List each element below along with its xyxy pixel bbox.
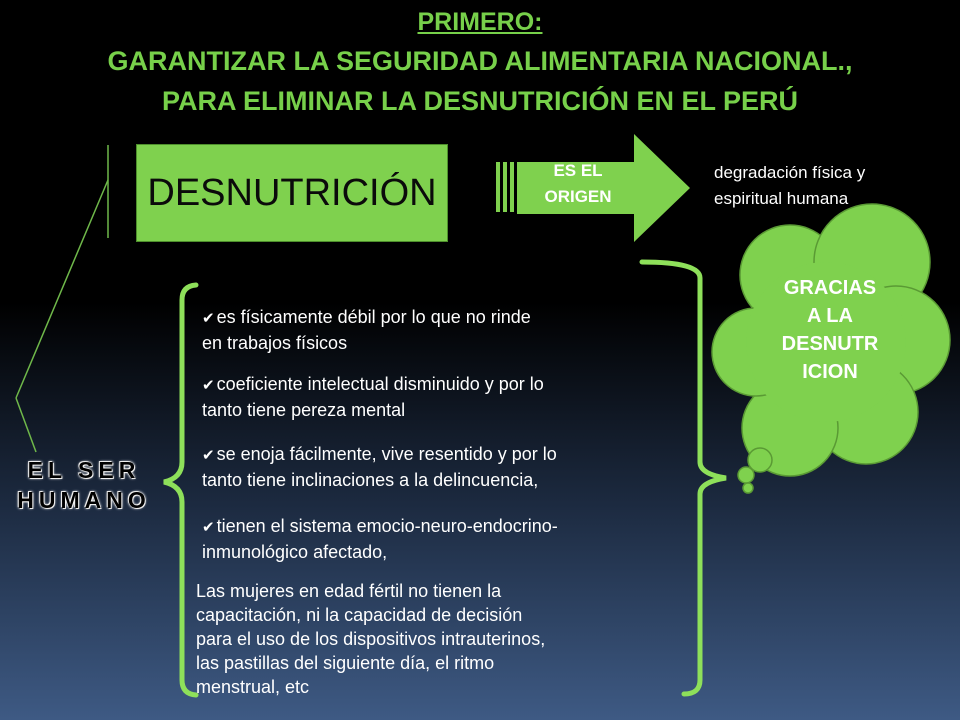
women-note-line3: para el uso de los dispositivos intrauterinos, <box>196 629 546 649</box>
cloud-text <box>740 274 920 386</box>
subject-label <box>0 455 168 515</box>
connector-lines <box>16 145 108 452</box>
checkmark-icon: ✔ <box>202 310 215 327</box>
desnutricion-label: DESNUTRICIÓN <box>147 171 437 214</box>
list-item-line2: en trabajos físicos <box>202 333 348 353</box>
list-item <box>202 372 672 423</box>
left-brace <box>164 285 196 695</box>
cloud-line4: ICION <box>802 361 858 383</box>
list-item-line1: se enoja fácilmente, vive resentido y por lo <box>216 444 557 464</box>
list-item <box>202 442 672 493</box>
desnutricion-box <box>136 144 448 242</box>
page-title-line2: PARA ELIMINAR LA DESNUTRICIÓN EN EL PERÚ <box>161 86 799 116</box>
women-note-line5: menstrual, etc <box>196 677 310 697</box>
subject-line2: HUMANO <box>17 487 151 513</box>
list-item-line1: tienen el sistema emocio-neuro-endocrino- <box>216 516 558 536</box>
list-item <box>202 514 672 565</box>
checkmark-icon: ✔ <box>202 519 215 536</box>
list-item-line2: tanto tiene pereza mental <box>202 400 406 420</box>
arrow-label <box>516 158 640 210</box>
arrow-label-line1: ES EL <box>553 161 603 180</box>
consequence-line1: degradación física y <box>714 163 866 182</box>
arrow-label-line2: ORIGEN <box>544 187 612 206</box>
cloud-line2: A LA <box>807 305 853 327</box>
consequence-text <box>714 160 944 212</box>
checkmark-icon: ✔ <box>202 377 215 394</box>
list-item-line2: inmunológico afectado, <box>202 542 388 562</box>
consequence-line2: espiritual humana <box>714 189 849 208</box>
women-note-line4: las pastillas del siguiente día, el ritmo <box>196 653 495 673</box>
women-note <box>196 579 676 699</box>
section-label: PRIMERO: <box>417 8 543 36</box>
list-item-line1: es físicamente débil por lo que no rinde <box>216 307 531 327</box>
women-note-line2: capacitación, ni la capacidad de decisión <box>196 605 523 625</box>
subject-line1: EL SER <box>27 457 141 483</box>
page-title-line1: GARANTIZAR LA SEGURIDAD ALIMENTARIA NACIONAL., <box>107 46 853 76</box>
list-item-line1: coeficiente intelectual disminuido y por lo <box>216 374 544 394</box>
list-item <box>202 305 672 356</box>
list-item-line2: tanto tiene inclinaciones a la delincuencia, <box>202 470 539 490</box>
checkmark-icon: ✔ <box>202 447 215 464</box>
women-note-line1: Las mujeres en edad fértil no tienen la <box>196 581 502 601</box>
cloud-line3: DESNUTR <box>781 333 879 355</box>
cloud-line1: GRACIAS <box>783 277 877 299</box>
